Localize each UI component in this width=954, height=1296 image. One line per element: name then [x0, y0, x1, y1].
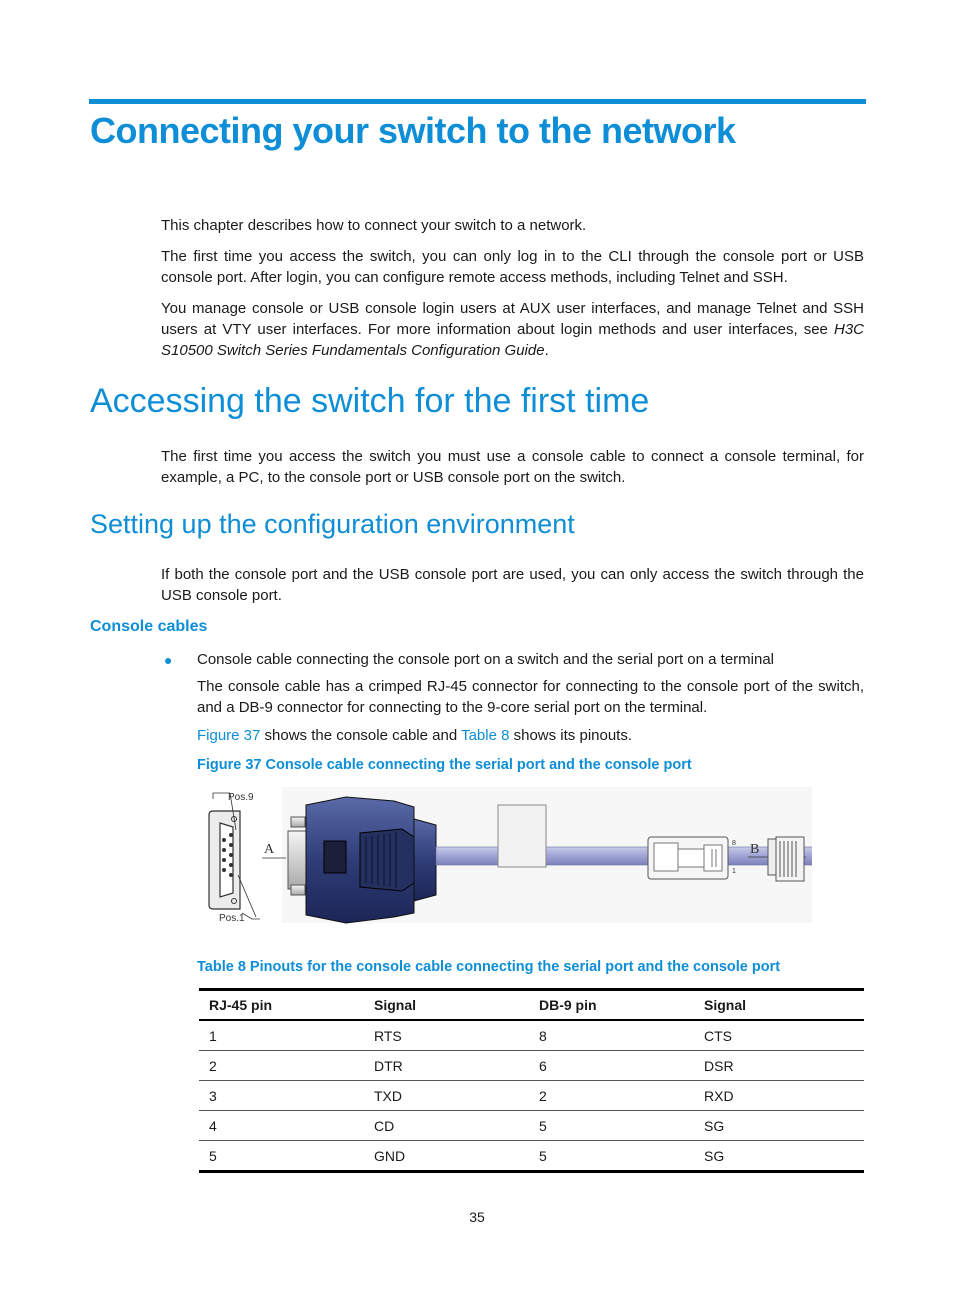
cell-rj45-pin: 3: [199, 1081, 364, 1111]
intro-paragraph-3: [161, 298, 864, 361]
cell-signal: RTS: [364, 1020, 529, 1051]
header-rj45-pin: RJ-45 pin: [199, 990, 364, 1021]
rj45-front-view: [768, 837, 804, 881]
header-db9-pin: DB-9 pin: [529, 990, 694, 1021]
cell-signal: SG: [694, 1111, 864, 1141]
cell-rj45-pin: 1: [199, 1020, 364, 1051]
cable-label-tag: [498, 805, 546, 867]
cell-rj45-pin: 4: [199, 1111, 364, 1141]
bullet-paragraph: The console cable has a crimped RJ-45 connector for connecting to the console port of the switch, and a DB-9 connector for connecting to the 9-core serial port on the terminal.: [197, 678, 864, 716]
cell-rj45-pin: 2: [199, 1051, 364, 1081]
label-b: B: [750, 842, 760, 857]
table-row: [199, 1141, 864, 1172]
cell-db9-pin: 5: [539, 1147, 547, 1164]
cell-signal: GND: [374, 1147, 406, 1164]
figure-37-link[interactable]: Figure 37: [197, 727, 261, 744]
pos1-label: Pos.1: [219, 913, 245, 924]
cell-signal: DSR: [694, 1051, 864, 1081]
page-number: 35: [469, 1209, 485, 1225]
bullet-icon: ●: [164, 652, 173, 668]
cell-db9-pin: 8: [529, 1020, 694, 1051]
table-row: [199, 1081, 864, 1111]
pos9-label: Pos.9: [228, 792, 254, 803]
section-title-config-env: Setting up the configuration environment: [90, 509, 575, 539]
cell-db9-pin: 2: [529, 1081, 694, 1111]
cell-signal: TXD: [364, 1081, 529, 1111]
pinout-table: [199, 988, 864, 1173]
figure-caption: Figure 37 Console cable connecting the serial port and the console port: [197, 757, 692, 773]
reference-text: shows the console cable and: [260, 727, 462, 744]
table-row: [199, 1051, 864, 1081]
header-signal-db9: Signal: [694, 990, 864, 1021]
cell-rj45-pin: 5: [209, 1147, 217, 1164]
table-caption: Table 8 Pinouts for the console cable connecting the serial port and the console port: [197, 959, 781, 975]
cell-signal: CTS: [694, 1020, 864, 1051]
table-row: [199, 1020, 864, 1051]
intro-p3-text: You manage console or USB console login users at AUX user interfaces, and manage Telnet and SSH users at VTY user interfaces. For more information about login methods and user interfaces, see: [161, 300, 864, 338]
cell-signal: SG: [704, 1147, 725, 1164]
subsection-title-console-cables: Console cables: [90, 618, 208, 635]
table-row: [199, 1111, 864, 1141]
cell-signal: DTR: [364, 1051, 529, 1081]
label-a: A: [264, 842, 275, 857]
reference-paragraph: [197, 725, 864, 746]
section-title-first-access: Accessing the switch for the first time: [90, 382, 650, 420]
intro-p3-end: .: [544, 342, 549, 359]
header-signal-rj45: Signal: [364, 990, 529, 1021]
rj45-pin8-label: 8: [732, 840, 736, 847]
cell-signal: CD: [364, 1111, 529, 1141]
guide-title: H3C S10500 Switch Series Fundamentals Configuration Guide: [161, 321, 864, 359]
pos1-leader-line: [242, 913, 260, 919]
reference-text-end: shows its pinouts.: [509, 727, 633, 744]
table-header-row: [199, 990, 864, 1021]
section1-paragraph: The first time you access the switch you must use a console cable to connect a console terminal, for example, a PC, to the console port or USB console port on the switch.: [161, 448, 864, 486]
cell-db9-pin: 6: [529, 1051, 694, 1081]
cell-signal: RXD: [694, 1081, 864, 1111]
chapter-rule: [89, 99, 866, 104]
pos1-pointer-line: [238, 875, 256, 917]
cell-db9-pin: 5: [529, 1111, 694, 1141]
rj45-connector: [648, 837, 728, 879]
section2-paragraph: If both the console port and the USB console port are used, you can only access the switch through the USB console port.: [161, 566, 864, 604]
intro-paragraph-1: This chapter describes how to connect your switch to a network.: [161, 217, 587, 234]
db9-connector: [288, 797, 436, 923]
table-8-link[interactable]: Table 8: [461, 727, 510, 744]
intro-paragraph-2: The first time you access the switch, you can only log in to the CLI through the console port or USB console port. After login, you can configure remote access methods, including Telnet and SSH.: [161, 248, 864, 286]
chapter-title: Connecting your switch to the network: [90, 110, 736, 151]
bullet-item: Console cable connecting the console port on a switch and the serial port on a terminal: [197, 651, 775, 668]
rj45-pin1-label: 1: [732, 868, 736, 875]
console-cable-figure: [200, 785, 812, 925]
